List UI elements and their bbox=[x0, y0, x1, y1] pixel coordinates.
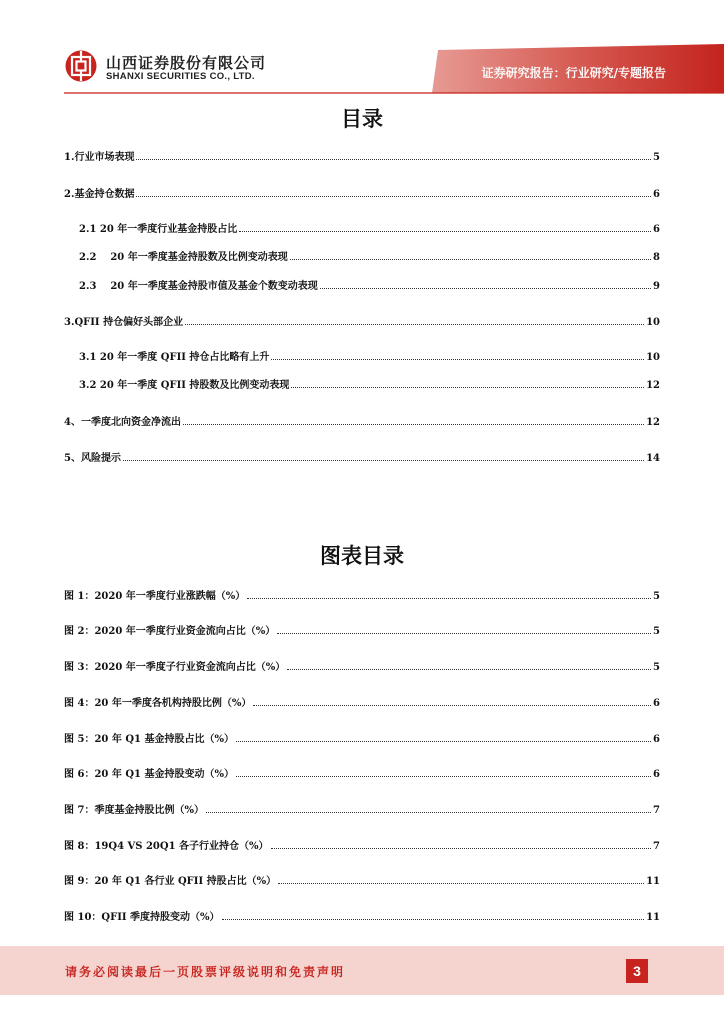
toc-item[interactable] bbox=[79, 350, 660, 365]
toc-item-page: 6 bbox=[653, 224, 660, 235]
figure-item-label: 图 2：2020 年一季度行业资金流向占比（%） bbox=[64, 626, 276, 637]
leader-dots bbox=[271, 350, 644, 360]
leader-dots bbox=[290, 250, 651, 260]
leader-dots bbox=[236, 767, 651, 777]
figure-toc-item[interactable] bbox=[64, 839, 660, 854]
leader-dots bbox=[291, 378, 644, 388]
leader-dots bbox=[183, 415, 644, 425]
toc-item-label: 5、风险提示 bbox=[64, 453, 121, 464]
toc-title: 目录 bbox=[341, 107, 383, 131]
leader-dots bbox=[239, 222, 651, 232]
toc-item[interactable] bbox=[79, 378, 660, 393]
leader-dots bbox=[123, 451, 644, 461]
figure-toc-item[interactable] bbox=[64, 874, 660, 889]
header-banner bbox=[0, 0, 724, 100]
toc-item[interactable] bbox=[79, 279, 660, 294]
toc-item-page: 5 bbox=[653, 152, 660, 163]
figure-item-label: 图 4：20 年一季度各机构持股比例（%） bbox=[64, 698, 252, 709]
leader-dots bbox=[222, 910, 645, 920]
figure-toc-item[interactable] bbox=[64, 624, 660, 639]
figure-item-page: 5 bbox=[653, 591, 660, 602]
toc-item-page: 10 bbox=[646, 317, 660, 328]
toc-item-page: 6 bbox=[653, 189, 660, 200]
toc-item-label: 2.3 20 年一季度基金持股市值及基金个数变动表现 bbox=[79, 281, 318, 292]
toc-item[interactable] bbox=[64, 150, 660, 165]
figure-item-page: 11 bbox=[646, 876, 660, 887]
leader-dots bbox=[287, 660, 651, 670]
company-name-cn: 山西证券股份有限公司 bbox=[106, 54, 267, 72]
figure-item-page: 6 bbox=[653, 734, 660, 745]
toc-item-label: 2.2 20 年一季度基金持股数及比例变动表现 bbox=[79, 252, 288, 263]
toc-item[interactable] bbox=[64, 187, 660, 202]
leader-dots bbox=[236, 732, 651, 742]
page-number: 3 bbox=[633, 963, 641, 979]
report-type: 证券研究报告：行业研究/专题报告 bbox=[481, 66, 666, 80]
disclaimer-notice: 请务必阅读最后一页股票评级说明和免责声明 bbox=[65, 965, 346, 979]
figure-toc-item[interactable] bbox=[64, 696, 660, 711]
figure-item-label: 图 10：QFII 季度持股变动（%） bbox=[64, 912, 220, 923]
company-logo-icon bbox=[64, 49, 98, 83]
toc-item-page: 12 bbox=[646, 380, 660, 391]
figure-toc-item[interactable] bbox=[64, 767, 660, 782]
leader-dots bbox=[185, 315, 644, 325]
figure-toc-item[interactable] bbox=[64, 732, 660, 747]
leader-dots bbox=[206, 803, 651, 813]
toc-item-page: 10 bbox=[646, 352, 660, 363]
figure-toc-item[interactable] bbox=[64, 910, 660, 925]
leader-dots bbox=[247, 589, 651, 599]
figure-item-page: 7 bbox=[653, 841, 660, 852]
figure-item-label: 图 5：20 年 Q1 基金持股占比（%） bbox=[64, 734, 234, 745]
toc-item[interactable] bbox=[64, 315, 660, 330]
leader-dots bbox=[253, 696, 651, 706]
figure-item-label: 图 9：20 年 Q1 各行业 QFII 持股占比（%） bbox=[64, 876, 277, 887]
toc-item-page: 14 bbox=[646, 453, 660, 464]
toc-item[interactable] bbox=[79, 250, 660, 265]
figure-item-page: 6 bbox=[653, 769, 660, 780]
figure-item-label: 图 8：19Q4 VS 20Q1 各子行业持仓（%） bbox=[64, 841, 269, 852]
page-number-badge bbox=[626, 959, 648, 983]
toc-item-label: 3.2 20 年一季度 QFII 持股数及比例变动表现 bbox=[79, 380, 290, 391]
toc-item-label: 2.1 20 年一季度行业基金持股占比 bbox=[79, 224, 238, 235]
figure-item-label: 图 7：季度基金持股比例（%） bbox=[64, 805, 204, 816]
figure-item-label: 图 6：20 年 Q1 基金持股变动（%） bbox=[64, 769, 234, 780]
page-header bbox=[0, 0, 724, 100]
figure-item-page: 11 bbox=[646, 912, 660, 923]
figure-item-page: 7 bbox=[653, 805, 660, 816]
figure-item-page: 5 bbox=[653, 626, 660, 637]
leader-dots bbox=[320, 279, 651, 289]
toc-item[interactable] bbox=[64, 415, 660, 430]
leader-dots bbox=[136, 187, 651, 197]
toc-item-label: 4、一季度北向资金净流出 bbox=[64, 417, 181, 428]
figure-item-label: 图 1：2020 年一季度行业涨跌幅（%） bbox=[64, 591, 246, 602]
page-footer bbox=[0, 946, 724, 995]
leader-dots bbox=[136, 150, 651, 160]
figure-toc-item[interactable] bbox=[64, 660, 660, 675]
toc-item-page: 9 bbox=[653, 281, 660, 292]
figure-item-page: 6 bbox=[653, 698, 660, 709]
figure-item-label: 图 3：2020 年一季度子行业资金流向占比（%） bbox=[64, 662, 286, 673]
figure-toc-item[interactable] bbox=[64, 589, 660, 604]
toc-item-label: 3.1 20 年一季度 QFII 持仓占比略有上升 bbox=[79, 352, 270, 363]
leader-dots bbox=[271, 839, 651, 849]
toc-item[interactable] bbox=[64, 451, 660, 466]
leader-dots bbox=[278, 874, 644, 884]
toc-item-label: 2.基金持仓数据 bbox=[64, 189, 135, 200]
toc-item[interactable] bbox=[79, 222, 660, 237]
figures-toc-title: 图表目录 bbox=[320, 544, 404, 568]
toc-item-label: 1.行业市场表现 bbox=[64, 152, 135, 163]
company-name-en: SHANXI SECURITIES CO., LTD. bbox=[106, 71, 255, 82]
toc-item-page: 8 bbox=[653, 252, 660, 263]
figure-toc-item[interactable] bbox=[64, 803, 660, 818]
toc-item-page: 12 bbox=[646, 417, 660, 428]
leader-dots bbox=[277, 624, 651, 634]
toc-item-label: 3.QFII 持仓偏好头部企业 bbox=[64, 317, 184, 328]
figure-item-page: 5 bbox=[653, 662, 660, 673]
